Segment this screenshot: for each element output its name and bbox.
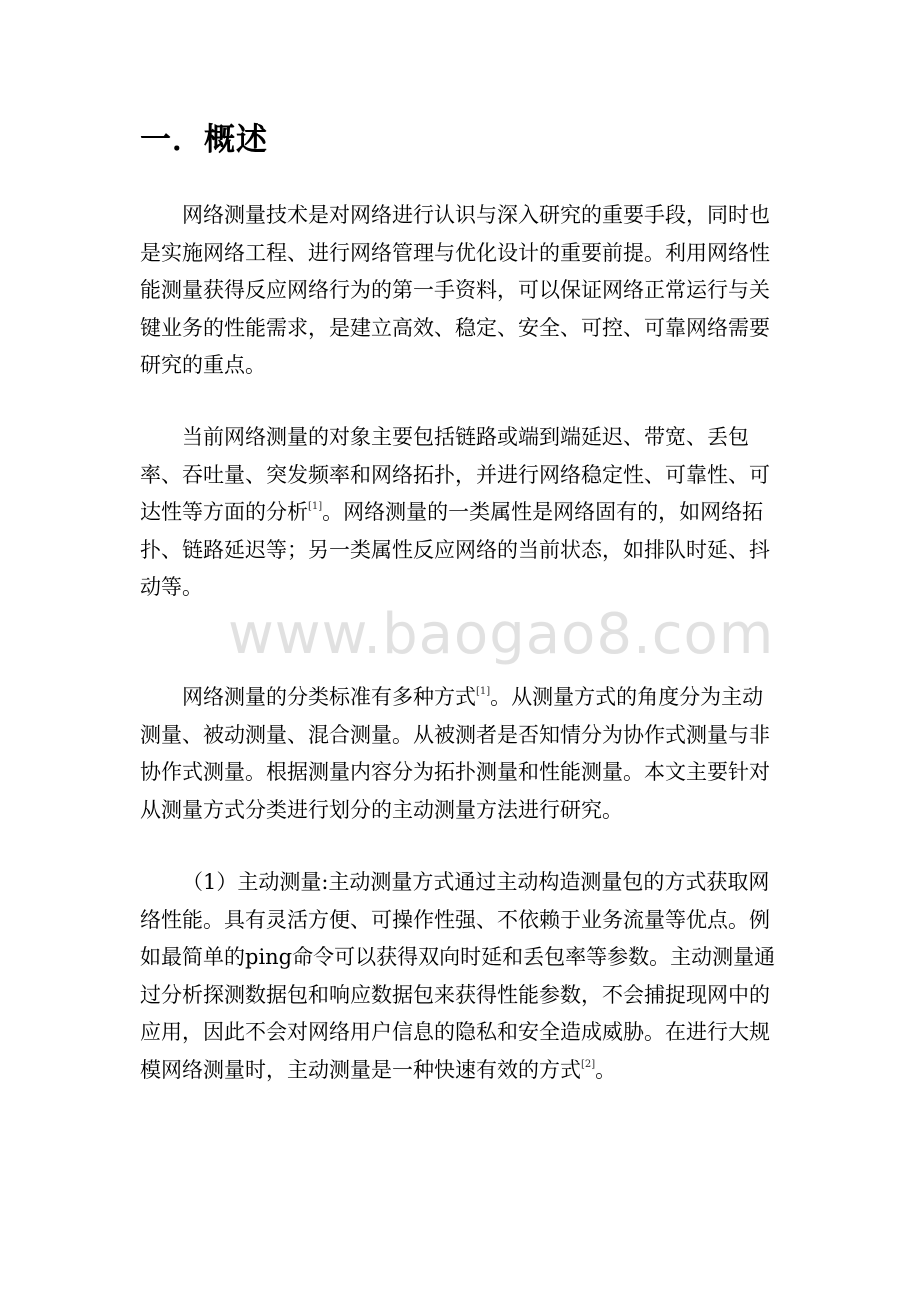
paragraph-block-4 [140, 864, 780, 1094]
paragraph-text: 。 [595, 1057, 617, 1082]
paragraph [140, 419, 780, 607]
citation-reference: [1] [476, 686, 491, 697]
paragraph-text: 。网络测量的一类属性是网络固有的，如网络拓扑、链路延迟等；另一类属性反应网络的当前状态，如排队时延、抖动等。 [140, 500, 770, 599]
paragraph [140, 864, 780, 1089]
watermark-text: www.baogao8.com [228, 602, 775, 667]
paragraph-block-2 [140, 419, 780, 612]
paragraph [140, 197, 780, 385]
paragraph-text: （1）主动测量:主动测量方式通过主动构造测量包的方式获取网络性能。具有灵活方便、可操作性强、不依赖于业务流量等优点。例如最简单的ping命令可以获得双向时延和丢包率等参数。主动测量通过分析探测数据包和响应数据包来获得性能参数，不会捕捉现网中的应用，因此不会对网络用户信息的隐私和安全造成威胁。在进行大规模网络测量时，主动测量是一种快速有效的方式 [140, 870, 776, 1082]
paragraph-text: 网络测量的分类标准有多种方式 [182, 685, 476, 709]
paragraph-text: 。从测量方式的角度分为主动测量、被动测量、混合测量。从被测者是否知情分为协作式测量与非协作式测量。根据测量内容分为拓扑测量和性能测量。本文主要针对从测量方式分类进行划分的主动测量方法进行研究。 [140, 685, 770, 822]
citation-reference: [1] [308, 501, 323, 512]
paragraph-text: 网络测量技术是对网络进行认识与深入研究的重要手段，同时也是实施网络工程、进行网络管理与优化设计的重要前提。利用网络性能测量获得反应网络行为的第一手资料，可以保证网络正常运行与关键业务的性能需求，是建立高效、稳定、安全、可控、可靠网络需要研究的重点。 [140, 203, 770, 377]
section-heading: 一．概述 [140, 122, 268, 158]
citation-reference: [2] [581, 1058, 596, 1070]
paragraph [140, 679, 780, 829]
paragraph-block-3 [140, 679, 780, 834]
paragraph-block-1 [140, 197, 780, 390]
paragraph-text: 当前网络测量的对象主要包括链路或端到端延迟、带宽、丢包率、吞吐量、突发频率和网络拓扑，并进行网络稳定性、可靠性、可达性等方面的分析 [140, 425, 770, 524]
